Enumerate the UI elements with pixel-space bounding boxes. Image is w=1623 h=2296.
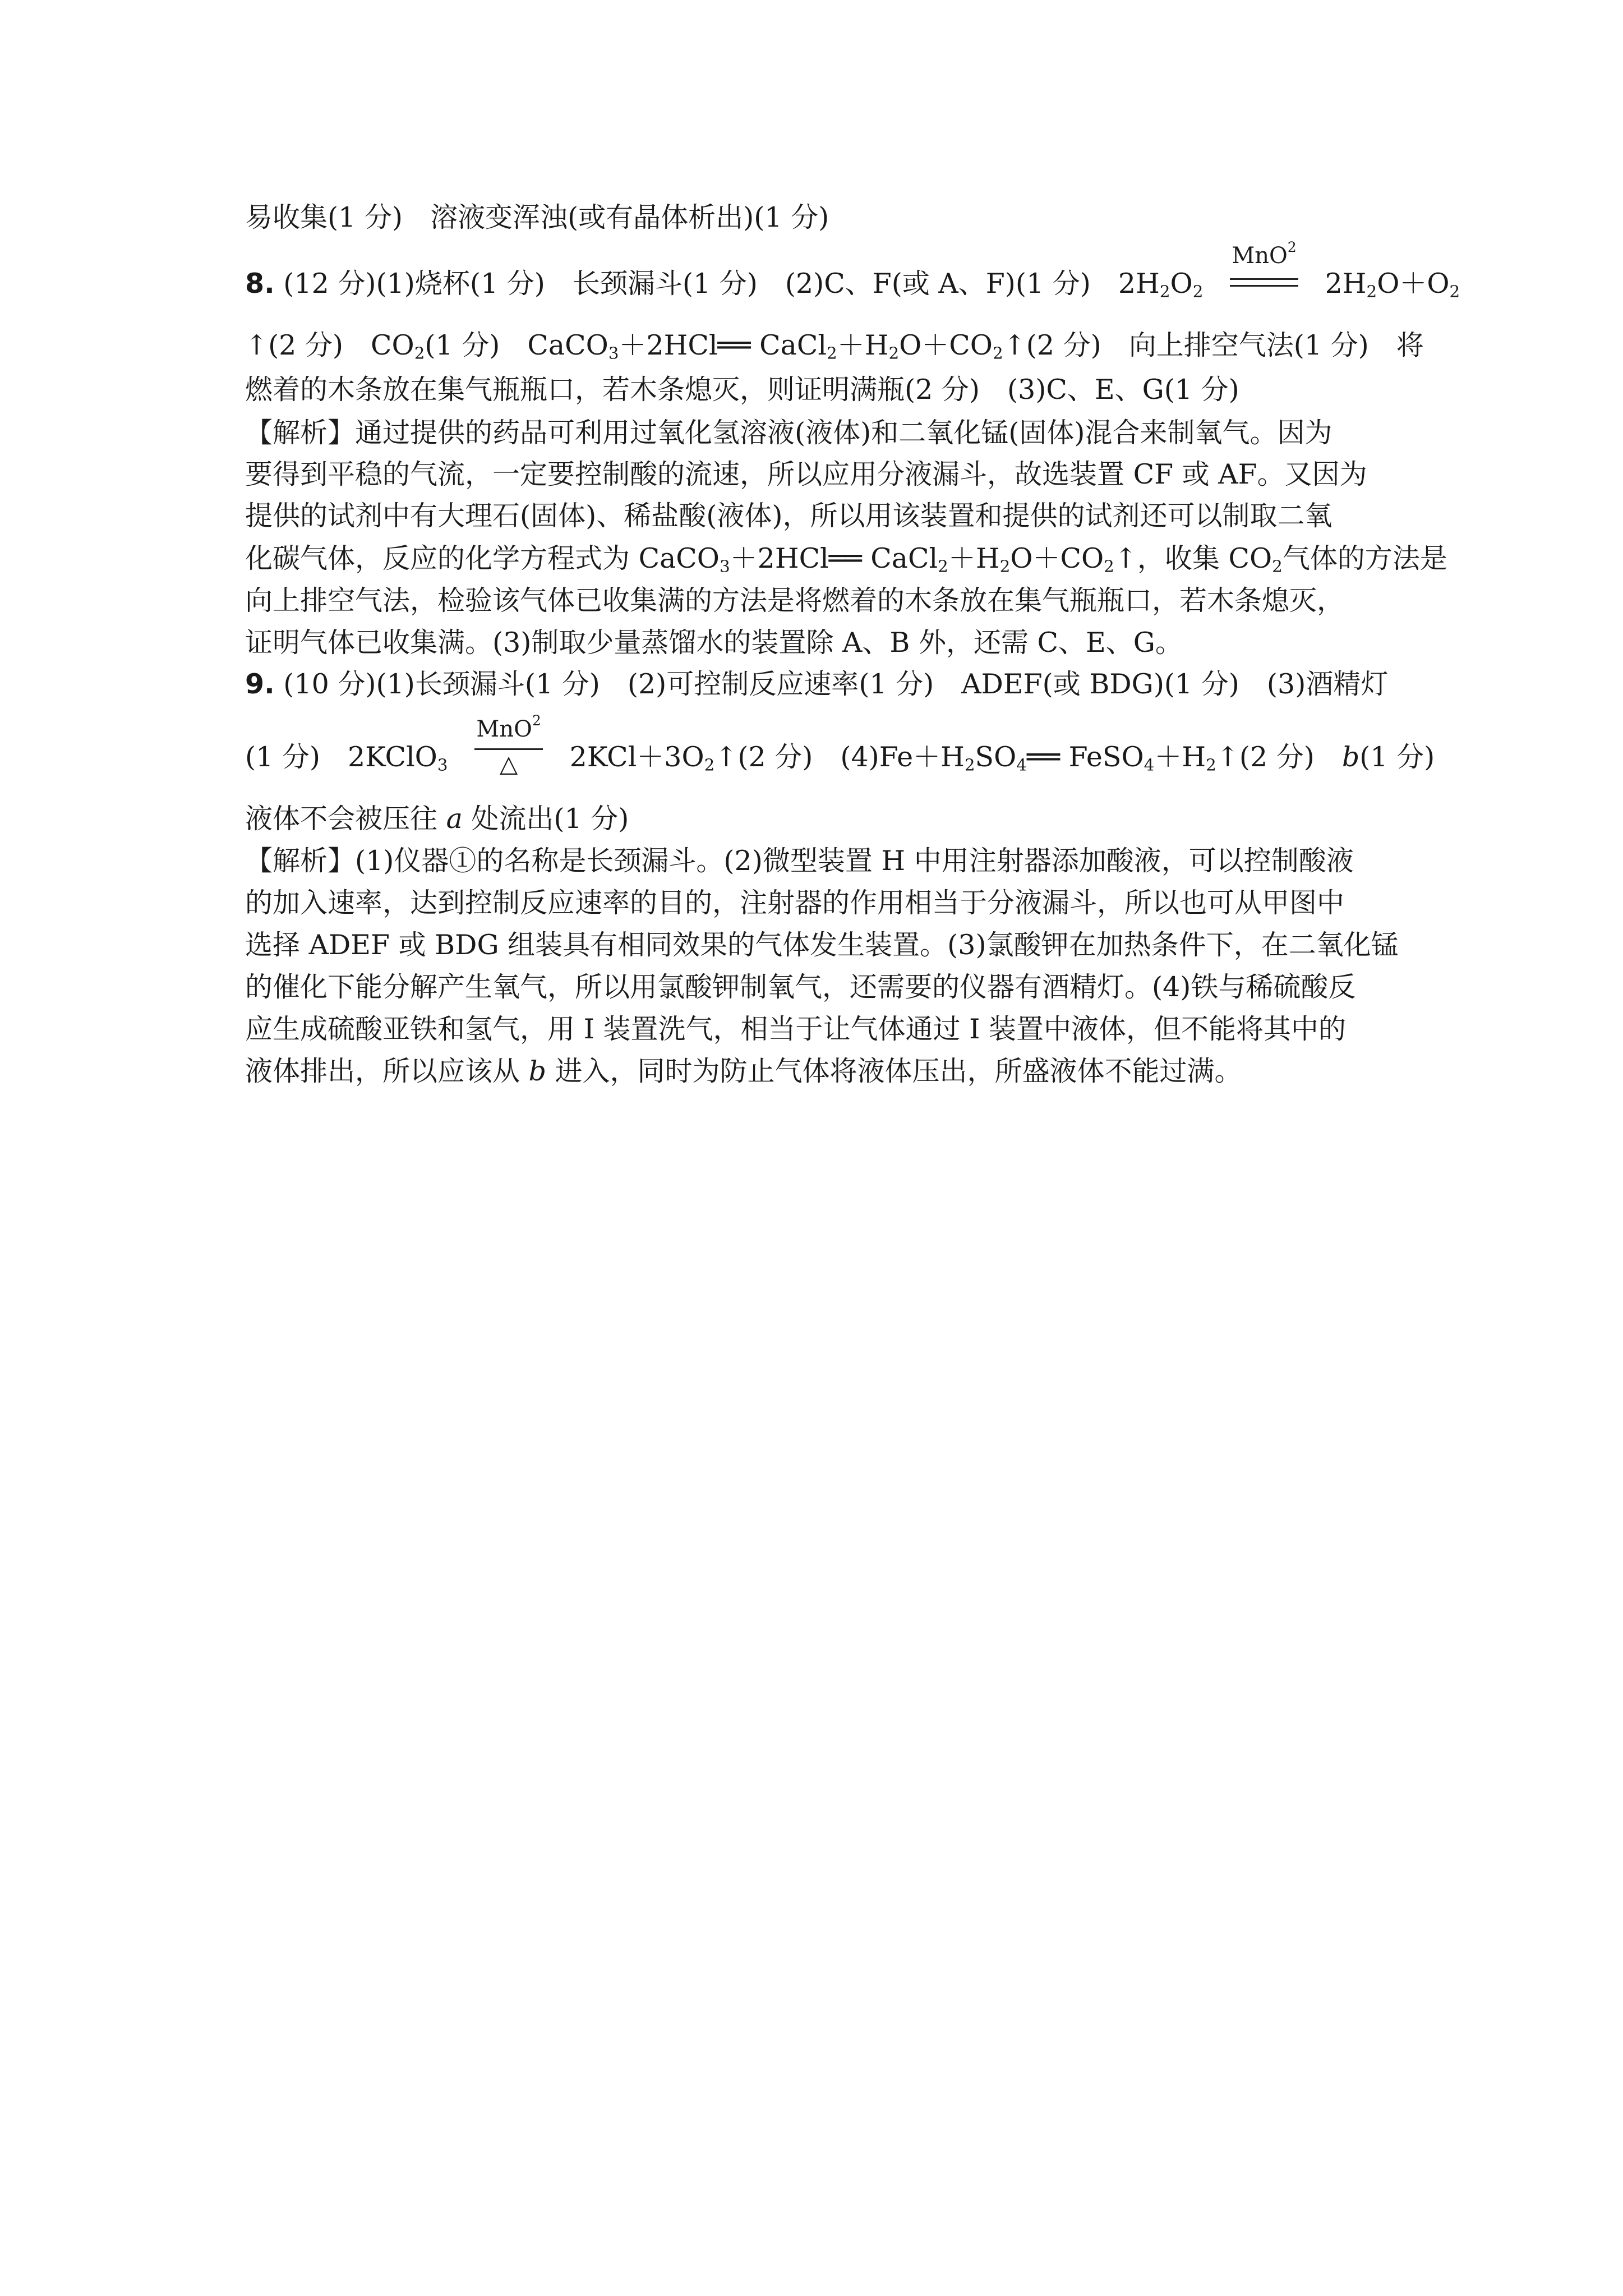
catalyst-label: MnO <box>476 716 532 742</box>
question-number: 8. <box>245 268 275 300</box>
line-text: 易收集(1 分) 溶液变浑浊(或有晶体析出)(1 分) <box>245 201 829 233</box>
analysis-1-line-6: 证明气体已收集满。(3)制取少量蒸馏水的装置除 A、B 外，还需 C、E、G。 <box>245 627 1183 659</box>
heat-triangle-icon: △ <box>499 749 518 777</box>
catalyst-label: MnO <box>1232 242 1288 269</box>
question-8-line-3: 燃着的木条放在集气瓶瓶口，若木条熄灭，则证明满瓶(2 分) (3)C、E、G(1 分) <box>245 374 1239 406</box>
text-line-1 <box>245 201 1406 234</box>
reaction-condition: MnO$^2$ △ <box>472 743 545 776</box>
question-9-line-3: 液体不会被压往 a 处流出(1 分) <box>245 803 629 835</box>
question-8-line-2: ↑(2 分) $CO_2(1$ 分) CaCO$_3$＋2HCl══ $CaCl_2+H_2O+CO_2↑(2$ 分) 向上排空气法(1 分) 将 <box>245 329 1424 363</box>
analysis-2-line-5: 应生成硫酸亚铁和氢气，用 I 装置洗气，相当于让气体通过 I 装置中液体，但不能将其中的 <box>245 1013 1347 1045</box>
analysis-2-line-6: 液体排出，所以应该从 b 进入，同时为防止气体将液体压出，所盛液体不能过满。 <box>245 1055 1242 1087</box>
analysis-1-line-1: 【解析】通过提供的药品可利用过氧化氢溶液(液体)和二氧化锰(固体)混合来制氧气。因为 <box>245 417 1332 449</box>
analysis-1-line-3: 提供的试剂中有大理石(固体)、稀盐酸(液体)，所以用该装置和提供的试剂还可以制取二氧 <box>245 500 1332 532</box>
equals-line <box>1230 285 1298 287</box>
reaction-condition: MnO$^2$ <box>1228 269 1301 303</box>
question-9-line-1: 9. (10 分)(1)长颈漏斗(1 分) (2)可控制反应速率(1 分) ADEF(或 BDG)(1 分) (3)酒精灯 <box>245 668 1389 700</box>
analysis-label: 【解析】 <box>245 417 356 449</box>
analysis-label: 【解析】 <box>245 845 356 877</box>
analysis-2-line-3: 选择 ADEF 或 BDG 组装具有相同效果的气体发生装置。(3)氯酸钾在加热条件下，在二氧化锰 <box>245 929 1399 961</box>
line-text: (12 分)(1)烧杯(1 分) 长颈漏斗(1 分) (2)C、F(或 A、F)(1 分) 2H <box>283 268 1160 300</box>
equals-line <box>1230 278 1298 280</box>
question-8-line-1: 8. (12 分)(1)烧杯(1 分) 长颈漏斗(1 分) (2)C、F(或 A、F)(1 分) $2H_2O_2$ MnO$^2$ $2H_2O+O_2$ <box>245 267 1406 303</box>
analysis-1-line-4: 化碳气体，反应的化学方程式为 CaCO$_3$＋2HCl══ $CaCl_2+H_2O+CO_2↑$，收集 $CO_2$气体的方法是 <box>245 542 1447 576</box>
question-number: 9. <box>245 668 275 700</box>
analysis-1-line-5: 向上排空气法，检验该气体已收集满的方法是将燃着的木条放在集气瓶瓶口，若木条熄灭， <box>245 585 1345 616</box>
question-9-line-2: (1 分) 2KClO$_3$ MnO$^2$ △ $2KCl+3O_2↑(2$ 分) $(4)Fe+H_2SO_4══$ $FeSO_4+H_2↑(2$ 分) b(1 分) <box>245 712 1435 777</box>
analysis-2-line-1: 【解析】(1)仪器①的名称是长颈漏斗。(2)微型装置 H 中用注射器添加酸液，可以控制酸液 <box>245 845 1354 877</box>
analysis-1-line-2: 要得到平稳的气流，一定要控制酸的流速，所以应用分液漏斗，故选装置 CF 或 AF。又因为 <box>245 458 1367 490</box>
analysis-2-line-4: 的催化下能分解产生氧气，所以用氯酸钾制氧气，还需要的仪器有酒精灯。(4)铁与稀硫酸反 <box>245 971 1356 1003</box>
analysis-2-line-2: 的加入速率，达到控制反应速率的目的，注射器的作用相当于分液漏斗，所以也可从甲图中 <box>245 887 1345 919</box>
